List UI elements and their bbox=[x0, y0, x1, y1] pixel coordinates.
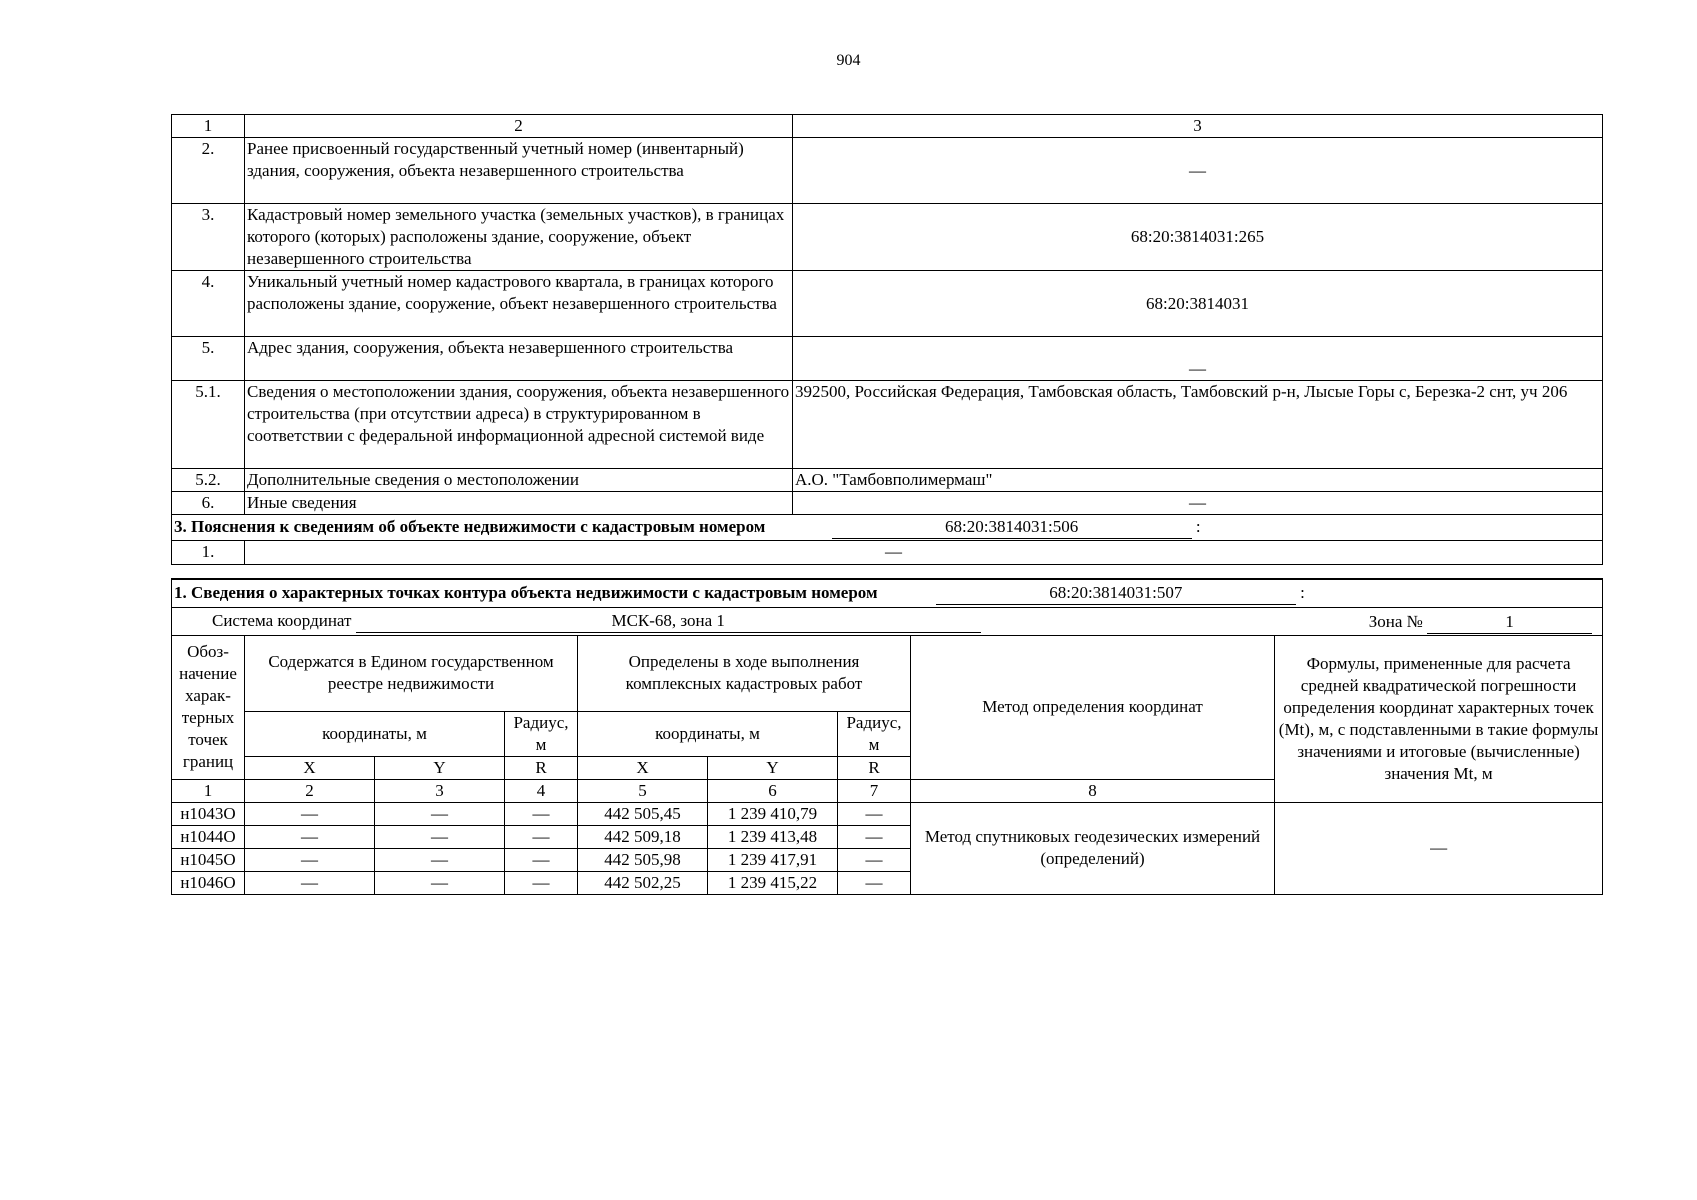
row-number: 6. bbox=[172, 492, 245, 515]
complex-x: 442 502,25 bbox=[578, 871, 708, 894]
column-number-header: 1 bbox=[172, 115, 245, 138]
complex-r: — bbox=[838, 848, 911, 871]
method-header: Метод определения координат bbox=[911, 635, 1275, 779]
characteristic-points-table bbox=[171, 578, 1603, 895]
row-number: 2. bbox=[172, 138, 245, 204]
point-id: н1044О bbox=[172, 825, 245, 848]
r-header: R bbox=[838, 756, 911, 779]
row-label: Сведения о местоположении здания, сооружения, объекта незавершенного строительства (при отсутствии адреса) в структурированном в соответствии с федеральной информационной адресной системой виде bbox=[245, 381, 793, 469]
section-3-cadastral: 68:20:3814031:506 bbox=[832, 516, 1192, 539]
complex-r: — bbox=[838, 825, 911, 848]
object-info-table bbox=[171, 114, 1603, 565]
table-row bbox=[172, 802, 1603, 825]
row-number: 1. bbox=[172, 541, 245, 565]
table-row bbox=[172, 541, 1603, 565]
egrn-y: — bbox=[375, 802, 505, 825]
row-number: 3. bbox=[172, 204, 245, 271]
table-row bbox=[172, 337, 1603, 381]
section-1-cadastral: 68:20:3814031:507 bbox=[936, 582, 1296, 605]
section-1-header bbox=[172, 579, 1603, 607]
column-number: 2 bbox=[245, 779, 375, 802]
row-label: Адрес здания, сооружения, объекта незавершенного строительства bbox=[245, 337, 793, 381]
section-3-header bbox=[172, 515, 1603, 541]
table-row bbox=[172, 271, 1603, 337]
column-number-header: 2 bbox=[245, 115, 793, 138]
complex-x: 442 505,98 bbox=[578, 848, 708, 871]
egrn-header: Содержатся в Едином государственном реестре недвижимости bbox=[245, 635, 578, 711]
complex-header: Определены в ходе выполнения комплексных кадастровых работ bbox=[578, 635, 911, 711]
row-number: 5.1. bbox=[172, 381, 245, 469]
page-number: 904 bbox=[836, 52, 861, 69]
egrn-r: — bbox=[505, 802, 578, 825]
coord-system-label: Система координат bbox=[212, 610, 352, 630]
egrn-y: — bbox=[375, 848, 505, 871]
egrn-r: — bbox=[505, 848, 578, 871]
coord-system-row bbox=[172, 607, 1603, 635]
egrn-y: — bbox=[375, 871, 505, 894]
section-3-title: 3. Пояснения к сведениям об объекте недвижимости с кадастровым номером bbox=[174, 517, 766, 536]
row-value: — bbox=[793, 492, 1603, 515]
table-row bbox=[172, 492, 1603, 515]
section-1-colon: : bbox=[1300, 582, 1305, 602]
column-number: 7 bbox=[838, 779, 911, 802]
zone-label: Зона № bbox=[1368, 611, 1423, 631]
egrn-r: — bbox=[505, 825, 578, 848]
point-id: н1043О bbox=[172, 802, 245, 825]
column-number-header: 3 bbox=[793, 115, 1603, 138]
row-label: Уникальный учетный номер кадастрового квартала, в границах которого расположены здание, сооружение, объект незавершенного строительства bbox=[245, 271, 793, 337]
row-label: Иные сведения bbox=[245, 492, 793, 515]
section-3-colon: : bbox=[1195, 517, 1201, 536]
point-id: н1045О bbox=[172, 848, 245, 871]
y-header: Y bbox=[708, 756, 838, 779]
row-number: 4. bbox=[172, 271, 245, 337]
table-row bbox=[172, 204, 1603, 271]
row-value: — bbox=[793, 337, 1603, 381]
column-number: 5 bbox=[578, 779, 708, 802]
row-value: А.О. "Тамбовполимермаш" bbox=[793, 469, 1603, 492]
column-number: 3 bbox=[375, 779, 505, 802]
complex-y: 1 239 417,91 bbox=[708, 848, 838, 871]
formulas-header: Формулы, примененные для расчета средней квадратической погрешности определения координат характерных точек (Mt), м, с подставленными в такие формулы значениями и итоговые (вычисленные) значения Mt, м bbox=[1275, 635, 1603, 802]
row-value: 392500, Российская Федерация, Тамбовская область, Тамбовский р-н, Лысые Горы с, Березка-2 снт, уч 206 bbox=[793, 381, 1603, 469]
section-1-title: 1. Сведения о характерных точках контура объекта недвижимости с кадастровым номером bbox=[174, 582, 878, 602]
complex-x: 442 505,45 bbox=[578, 802, 708, 825]
column-number: 1 bbox=[172, 779, 245, 802]
row-value: 68:20:3814031:265 bbox=[793, 204, 1603, 271]
formula-value: — bbox=[1275, 802, 1603, 894]
egrn-y: — bbox=[375, 825, 505, 848]
egrn-x: — bbox=[245, 802, 375, 825]
radius-header: Радиус, м bbox=[505, 711, 578, 756]
row-value: — bbox=[793, 138, 1603, 204]
row-label: Дополнительные сведения о местоположении bbox=[245, 469, 793, 492]
row-label: Кадастровый номер земельного участка (земельных участков), в границах которого (которых) расположены здание, сооружение, объект незавершенного строительства bbox=[245, 204, 793, 271]
coords-header: координаты, м bbox=[245, 711, 505, 756]
complex-r: — bbox=[838, 802, 911, 825]
egrn-r: — bbox=[505, 871, 578, 894]
designation-header: Обоз-начение харак-терных точек границ bbox=[172, 635, 245, 779]
column-number: 6 bbox=[708, 779, 838, 802]
column-number: 4 bbox=[505, 779, 578, 802]
egrn-x: — bbox=[245, 848, 375, 871]
table-row bbox=[172, 138, 1603, 204]
row-number: 5.2. bbox=[172, 469, 245, 492]
point-id: н1046О bbox=[172, 871, 245, 894]
r-header: R bbox=[505, 756, 578, 779]
x-header: X bbox=[578, 756, 708, 779]
coords-header: координаты, м bbox=[578, 711, 838, 756]
complex-y: 1 239 410,79 bbox=[708, 802, 838, 825]
method-value: Метод спутниковых геодезических измерений (определений) bbox=[911, 802, 1275, 894]
table-row bbox=[172, 381, 1603, 469]
complex-x: 442 509,18 bbox=[578, 825, 708, 848]
coord-system-value: МСК-68, зона 1 bbox=[356, 610, 981, 633]
row-value: — bbox=[245, 541, 1603, 565]
egrn-x: — bbox=[245, 871, 375, 894]
complex-y: 1 239 415,22 bbox=[708, 871, 838, 894]
row-number: 5. bbox=[172, 337, 245, 381]
row-value: 68:20:3814031 bbox=[793, 271, 1603, 337]
complex-y: 1 239 413,48 bbox=[708, 825, 838, 848]
table-row bbox=[172, 469, 1603, 492]
zone-value: 1 bbox=[1427, 611, 1592, 634]
complex-r: — bbox=[838, 871, 911, 894]
column-number: 8 bbox=[911, 779, 1275, 802]
row-label: Ранее присвоенный государственный учетный номер (инвентарный) здания, сооружения, объекта незавершенного строительства bbox=[245, 138, 793, 204]
x-header: X bbox=[245, 756, 375, 779]
y-header: Y bbox=[375, 756, 505, 779]
egrn-x: — bbox=[245, 825, 375, 848]
radius-header: Радиус, м bbox=[838, 711, 911, 756]
